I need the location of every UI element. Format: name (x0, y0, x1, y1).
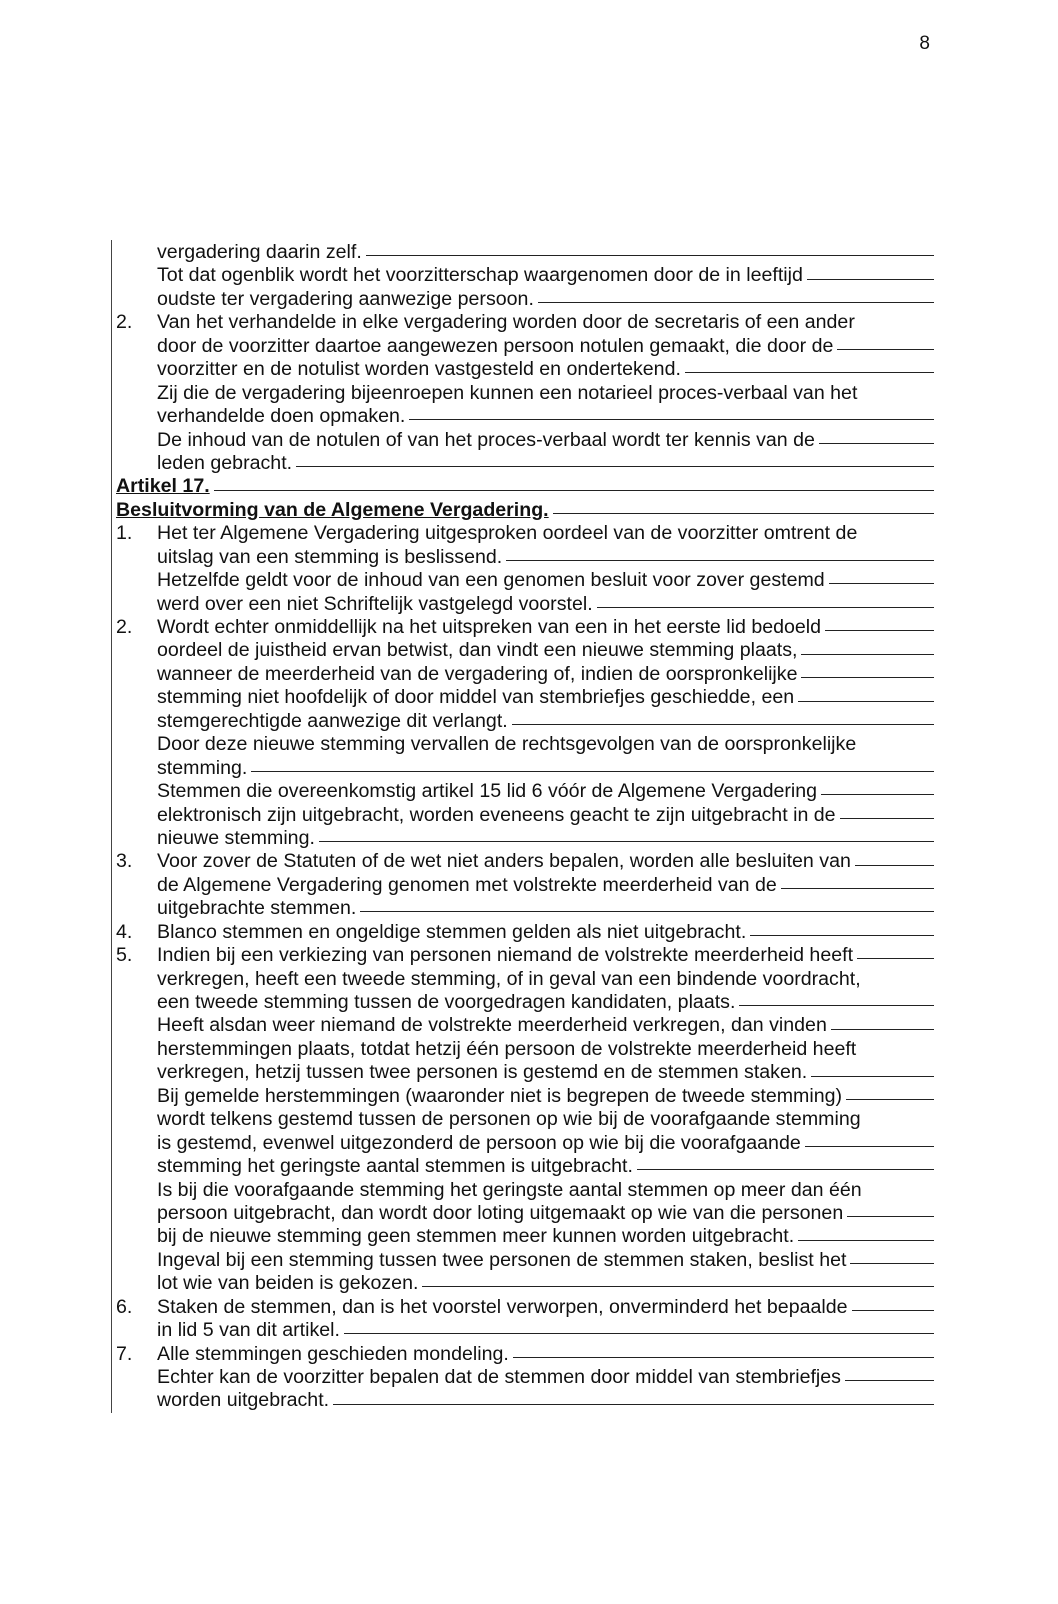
line-text: bij de nieuwe stemming geen stemmen meer kunnen worden uitgebracht. (157, 1225, 795, 1248)
text-line (116, 804, 934, 827)
text-line (116, 991, 934, 1014)
text-line (116, 1389, 934, 1412)
text-line (116, 452, 934, 475)
fill-line (319, 841, 934, 842)
text-line (116, 264, 934, 287)
fill-line (506, 560, 934, 561)
fill-line (360, 911, 934, 912)
fill-line (846, 1099, 934, 1100)
fill-line (685, 372, 934, 373)
fill-line (597, 607, 934, 608)
fill-line (538, 302, 934, 303)
text-line (116, 944, 934, 967)
text-line (116, 897, 934, 920)
text-line (116, 1202, 934, 1225)
line-text: wanneer de meerderheid van de vergadering of, indien de oorspronkelijke (157, 662, 798, 685)
text-line (116, 639, 934, 662)
line-text: elektronisch zijn uitgebracht, worden eveneens geacht te zijn uitgebracht in de (157, 803, 836, 826)
text-line (116, 1132, 934, 1155)
line-text: Indien bij een verkiezing van personen niemand de volstrekte meerderheid heeft (157, 944, 854, 967)
line-text: door de voorzitter daartoe aangewezen persoon notulen gemaakt, die door de (157, 334, 834, 357)
list-number: 2. (116, 616, 133, 638)
text-line (116, 780, 934, 803)
fill-line (807, 279, 934, 280)
text-line (116, 1108, 934, 1131)
line-text: verhandelde doen opmaken. (157, 405, 406, 428)
line-text: Stemmen die overeenkomstig artikel 15 lid 6 vóór de Algemene Vergadering (157, 780, 818, 803)
text-line (116, 546, 934, 569)
body-text (116, 241, 934, 1413)
line-text: Blanco stemmen en ongeldige stemmen gelden als niet uitgebracht. (157, 920, 747, 943)
margin-rule (111, 240, 112, 1413)
fill-line (825, 630, 934, 631)
fill-line (852, 1310, 934, 1311)
line-text: Is bij die voorafgaande stemming het geringste aantal stemmen op meer dan één (157, 1178, 862, 1201)
article-heading-line (116, 499, 934, 522)
fill-line (798, 701, 934, 702)
text-line (116, 1272, 934, 1295)
fill-line (251, 771, 934, 772)
line-text: Van het verhandelde in elke vergadering worden door de secretaris of een ander (157, 311, 855, 334)
fill-line (781, 888, 934, 889)
text-line (116, 1085, 934, 1108)
text-line (116, 1038, 934, 1061)
text-line (116, 850, 934, 873)
line-text: Het ter Algemene Vergadering uitgesproken oordeel van de voorzitter omtrent de (157, 522, 858, 545)
article-heading: Artikel 17. (116, 475, 210, 498)
line-text: wordt telkens gestemd tussen de personen op wie bij de voorafgaande stemming (157, 1108, 861, 1131)
text-line (116, 1366, 934, 1389)
fill-line (801, 677, 934, 678)
line-text: herstemmingen plaats, totdat hetzij één persoon de volstrekte meerderheid heeft (157, 1037, 857, 1060)
text-line (116, 1155, 934, 1178)
fill-line (801, 654, 934, 655)
fill-line (847, 1216, 934, 1217)
line-text: De inhoud van de notulen of van het proces-verbaal wordt ter kennis van de (157, 428, 815, 451)
line-text: in lid 5 van dit artikel. (157, 1319, 340, 1342)
fill-line (750, 935, 934, 936)
fill-line (821, 794, 934, 795)
line-text: worden uitgebracht. (157, 1389, 330, 1412)
line-text: leden gebracht. (157, 451, 293, 474)
article-heading: Besluitvorming van de Algemene Vergadering. (116, 498, 549, 521)
line-text: oudste ter vergadering aanwezige persoon. (157, 287, 534, 310)
text-line (116, 405, 934, 428)
fill-line (819, 443, 934, 444)
line-text: is gestemd, evenwel uitgezonderd de persoon op wie bij die voorafgaande (157, 1131, 801, 1154)
fill-line (798, 1240, 934, 1241)
fill-line (513, 1357, 934, 1358)
list-number: 2. (116, 311, 133, 334)
text-line (116, 1225, 934, 1248)
fill-line (344, 1333, 934, 1334)
fill-line (512, 724, 934, 725)
fill-line (422, 1286, 934, 1287)
page-number: 8 (919, 33, 930, 54)
fill-line (855, 865, 934, 866)
line-text: uitgebrachte stemmen. (157, 897, 357, 920)
fill-line (214, 490, 934, 491)
fill-line (637, 1169, 934, 1170)
line-text: persoon uitgebracht, dan wordt door loting uitgemaakt op wie van die personen (157, 1201, 844, 1224)
fill-line (805, 1146, 934, 1147)
line-text: Bij gemelde herstemmingen (waaronder niet is begrepen de tweede stemming) (157, 1084, 843, 1107)
text-line (116, 288, 934, 311)
fill-line (845, 1380, 934, 1381)
line-text: uitslag van een stemming is beslissend. (157, 545, 503, 568)
text-line (116, 382, 934, 405)
text-line (116, 616, 934, 639)
text-line (116, 1249, 934, 1272)
text-line (116, 593, 934, 616)
fill-line (739, 1005, 934, 1006)
text-line (116, 358, 934, 381)
text-line (116, 311, 934, 334)
text-line (116, 757, 934, 780)
fill-line (409, 419, 934, 420)
text-line (116, 429, 934, 452)
line-text: de Algemene Vergadering genomen met volstrekte meerderheid van de (157, 873, 777, 896)
list-number: 1. (116, 522, 133, 545)
text-line (116, 874, 934, 897)
line-text: werd over een niet Schriftelijk vastgelegd voorstel. (157, 592, 593, 615)
line-text: Wordt echter onmiddellijk na het uitspreken van een in het eerste lid bedoeld (157, 616, 822, 638)
line-text: Heeft alsdan weer niemand de volstrekte meerderheid verkregen, dan vinden (157, 1014, 827, 1037)
list-number: 4. (116, 920, 133, 943)
text-line (116, 241, 934, 264)
fill-line (366, 255, 934, 256)
text-line (116, 686, 934, 709)
line-text: voorzitter en de notulist worden vastgesteld en ondertekend. (157, 358, 681, 381)
fill-line (850, 1263, 934, 1264)
line-text: stemgerechtigde aanwezige dit verlangt. (157, 709, 508, 732)
line-text: verkregen, hetzij tussen twee personen is gestemd en de stemmen staken. (157, 1061, 808, 1084)
line-text: Hetzelfde geldt voor de inhoud van een genomen besluit voor zover gestemd (157, 569, 825, 592)
text-line (116, 663, 934, 686)
fill-line (857, 958, 934, 959)
line-text: Alle stemmingen geschieden mondeling. (157, 1342, 509, 1365)
text-line (116, 335, 934, 358)
line-text: Ingeval bij een stemming tussen twee personen de stemmen staken, beslist het (157, 1248, 847, 1271)
text-line (116, 1179, 934, 1202)
fill-line (837, 349, 934, 350)
line-text: oordeel de juistheid ervan betwist, dan vindt een nieuwe stemming plaats, (157, 639, 798, 662)
text-line (116, 1061, 934, 1084)
text-line (116, 710, 934, 733)
line-text: stemming. (157, 756, 248, 779)
text-line (116, 827, 934, 850)
list-number: 3. (116, 850, 133, 873)
fill-line (831, 1029, 934, 1030)
list-number: 6. (116, 1295, 133, 1318)
text-line (116, 968, 934, 991)
fill-line (333, 1404, 934, 1405)
fill-line (553, 513, 934, 514)
line-text: Tot dat ogenblik wordt het voorzitterschap waargenomen door de in leeftijd (157, 264, 803, 287)
line-text: een tweede stemming tussen de voorgedragen kandidaten, plaats. (157, 991, 736, 1013)
line-text: lot wie van beiden is gekozen. (157, 1272, 419, 1295)
line-text: nieuwe stemming. (157, 826, 315, 849)
text-line (116, 522, 934, 545)
text-line (116, 1014, 934, 1037)
list-number: 5. (116, 944, 133, 967)
text-line (116, 1319, 934, 1342)
fill-line (840, 818, 934, 819)
text-line (116, 1343, 934, 1366)
article-heading-line (116, 475, 934, 498)
line-text: vergadering daarin zelf. (157, 241, 362, 263)
text-line (116, 921, 934, 944)
fill-line (296, 466, 934, 467)
text-line (116, 733, 934, 756)
list-number: 7. (116, 1342, 133, 1365)
fill-line (829, 583, 934, 584)
fill-line (811, 1076, 934, 1077)
line-text: Zij die de vergadering bijeenroepen kunnen een notarieel proces-verbaal van het (157, 381, 858, 404)
text-line (116, 569, 934, 592)
line-text: Echter kan de voorzitter bepalen dat de stemmen door middel van stembriefjes (157, 1366, 841, 1388)
line-text: Staken de stemmen, dan is het voorstel verworpen, onverminderd het bepaalde (157, 1295, 848, 1318)
line-text: Voor zover de Statuten of de wet niet anders bepalen, worden alle besluiten van (157, 850, 851, 873)
line-text: Door deze nieuwe stemming vervallen de rechtsgevolgen van de oorspronkelijke (157, 733, 857, 756)
line-text: verkregen, heeft een tweede stemming, of in geval van een bindende voordracht, (157, 967, 861, 990)
text-line (116, 1296, 934, 1319)
line-text: stemming niet hoofdelijk of door middel van stembriefjes geschiedde, een (157, 686, 795, 709)
line-text: stemming het geringste aantal stemmen is uitgebracht. (157, 1155, 633, 1178)
